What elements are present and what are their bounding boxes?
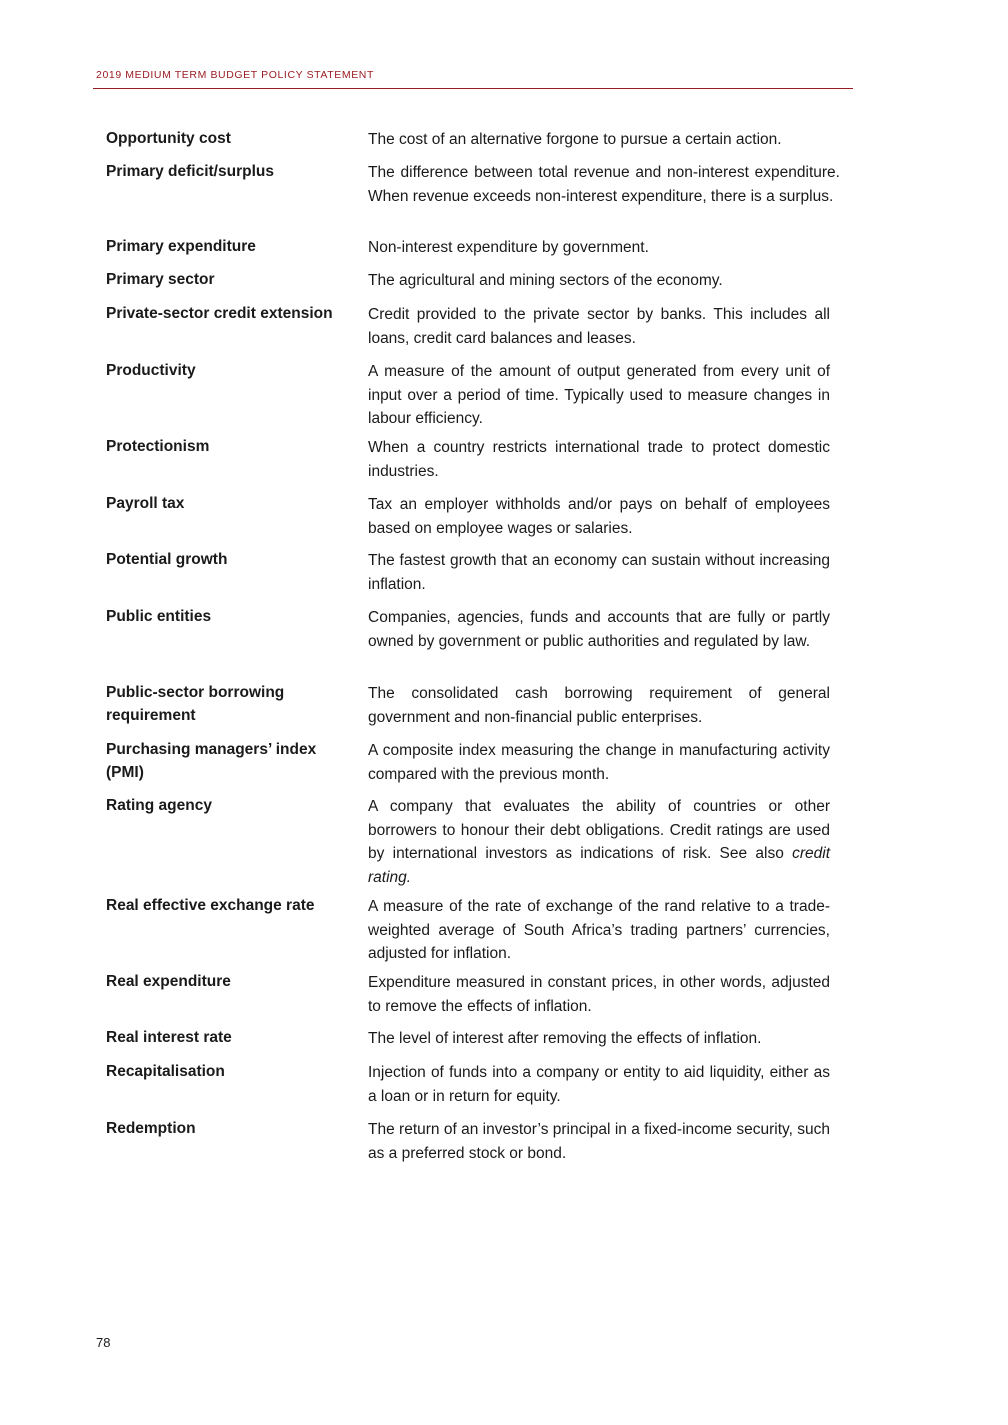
glossary-definition: Companies, agencies, funds and accounts that are fully or partly owned by government or public authorities and regulated by law. [368, 609, 830, 650]
glossary-term: Productivity [106, 362, 196, 379]
glossary-definition: When a country restricts international trade to protect domestic industries. [368, 439, 830, 480]
glossary-term: Redemption [106, 1120, 196, 1137]
glossary-definition: The cost of an alternative forgone to pursue a certain action. [368, 131, 782, 148]
glossary-definition: The agricultural and mining sectors of the economy. [368, 272, 723, 289]
glossary-definition: A measure of the rate of exchange of the rand relative to a trade-weighted average of South Africa’s trading partners’ currencies, adjusted for inflation. [368, 898, 830, 962]
glossary-term: Real expenditure [106, 973, 231, 990]
glossary-term: Real effective exchange rate [106, 897, 315, 914]
glossary-term: Payroll tax [106, 495, 185, 512]
glossary-definition: A measure of the amount of output generated from every unit of input over a period of time. Typically used to measure changes in labour efficiency. [368, 363, 830, 427]
page-number: 78 [96, 1335, 111, 1350]
glossary-definition [368, 795, 830, 889]
glossary-term: Purchasing managers’ index (PMI) [106, 741, 317, 781]
glossary-term: Real interest rate [106, 1029, 232, 1046]
glossary-definition: Injection of funds into a company or entity to aid liquidity, either as a loan or in return for equity. [368, 1064, 830, 1105]
glossary-definition: A composite index measuring the change in manufacturing activity compared with the previous month. [368, 742, 830, 783]
running-header: 2019 MEDIUM TERM BUDGET POLICY STATEMENT [96, 69, 374, 81]
glossary-definition: The level of interest after removing the effects of inflation. [368, 1030, 762, 1047]
glossary-definition: Tax an employer withholds and/or pays on behalf of employees based on employee wages or salaries. [368, 496, 830, 537]
glossary-term: Potential growth [106, 551, 228, 568]
glossary-term: Private-sector credit extension [106, 305, 333, 322]
glossary-term: Rating agency [106, 797, 212, 814]
glossary-term: Primary deficit/surplus [106, 163, 274, 180]
glossary-term: Public entities [106, 608, 212, 625]
glossary-term: Public-sector borrowing requirement [106, 684, 285, 724]
glossary-definition: Credit provided to the private sector by banks. This includes all loans, credit card balances and leases. [368, 306, 830, 347]
glossary-term: Primary sector [106, 271, 215, 288]
cross-reference: credit rating. [368, 845, 830, 886]
glossary-term: Opportunity cost [106, 130, 231, 147]
glossary-term: Primary expenditure [106, 238, 256, 255]
glossary-definition: The fastest growth that an economy can sustain without increasing inflation. [368, 552, 830, 593]
glossary-term: Protectionism [106, 438, 210, 455]
glossary-definition: The consolidated cash borrowing requirement of general government and non-financial public enterprises. [368, 685, 830, 726]
definition-text: A company that evaluates the ability of countries or other borrowers to honour their debt obligations. Credit ratings are used by international investors as indications of risk. See also [368, 798, 830, 862]
glossary-definition: Non-interest expenditure by government. [368, 239, 649, 256]
glossary-term: Recapitalisation [106, 1063, 225, 1080]
glossary-definition: Expenditure measured in constant prices, in other words, adjusted to remove the effects of inflation. [368, 974, 830, 1015]
glossary-definition: The difference between total revenue and non-interest expenditure. When revenue exceeds non-interest expenditure, there is a surplus. [368, 164, 840, 205]
glossary-definition: The return of an investor’s principal in a fixed-income security, such as a preferred stock or bond. [368, 1121, 830, 1162]
header-divider [93, 88, 853, 89]
